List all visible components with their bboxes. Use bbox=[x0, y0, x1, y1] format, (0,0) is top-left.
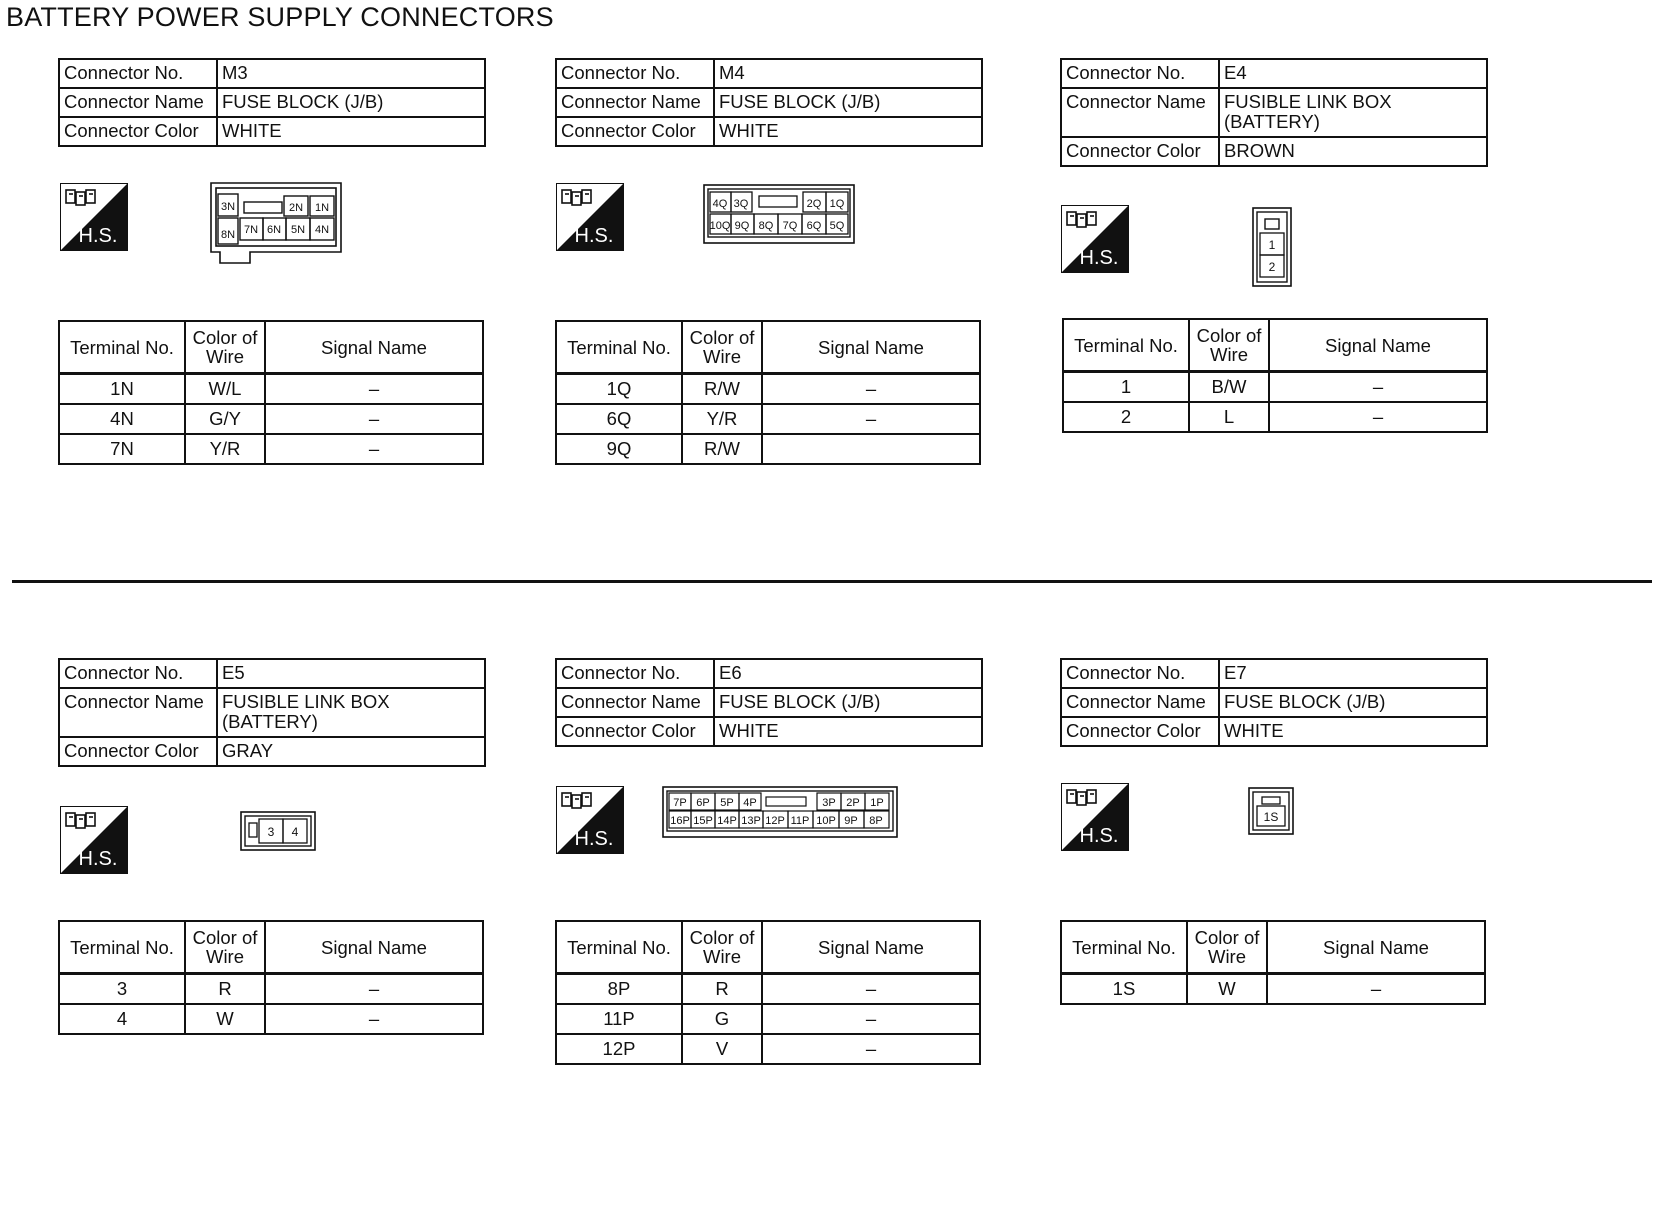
connector-color-label: Connector Color bbox=[556, 717, 714, 746]
connector-info-table bbox=[555, 58, 983, 147]
terminal-no-header: Terminal No. bbox=[556, 921, 682, 974]
terminal-no-cell: 6Q bbox=[556, 404, 682, 434]
connector-no-value: E4 bbox=[1219, 59, 1487, 88]
hs-icon bbox=[60, 183, 128, 251]
hs-icon bbox=[1061, 783, 1129, 851]
signal-name-header: Signal Name bbox=[265, 321, 483, 374]
connector-color-value: GRAY bbox=[217, 737, 485, 766]
connector-name-value: FUSE BLOCK (J/B) bbox=[714, 88, 982, 117]
pin-label: 5P bbox=[720, 797, 734, 809]
terminal-no-cell: 1S bbox=[1061, 974, 1187, 1005]
signal-name-cell: – bbox=[762, 974, 980, 1005]
pin-label: 16P bbox=[670, 815, 690, 827]
connector-info-table bbox=[58, 658, 486, 767]
connector-color-label: Connector Color bbox=[1061, 137, 1219, 166]
hs-icon bbox=[556, 786, 624, 854]
hs-label: H.S. bbox=[78, 225, 118, 247]
connector-face-e5 bbox=[240, 811, 316, 851]
hs-label: H.S. bbox=[574, 828, 614, 850]
signal-name-cell: – bbox=[762, 404, 980, 434]
wire-color-cell: W bbox=[185, 1004, 265, 1034]
pin-label: 3Q bbox=[733, 198, 749, 210]
wire-color-cell: Y/R bbox=[185, 434, 265, 464]
signal-name-header: Signal Name bbox=[762, 321, 980, 374]
pin-label: 4N bbox=[314, 224, 330, 236]
hs-label: H.S. bbox=[1079, 247, 1119, 269]
table-row bbox=[59, 374, 483, 405]
wire-color-cell: G/Y bbox=[185, 404, 265, 434]
connector-no-label: Connector No. bbox=[59, 59, 217, 88]
connector-no-value: M4 bbox=[714, 59, 982, 88]
pin-label: 2P bbox=[846, 797, 860, 809]
connector-panel-e7 bbox=[1060, 658, 1500, 747]
connector-no-value: E7 bbox=[1219, 659, 1487, 688]
wire-color-cell: R bbox=[185, 974, 265, 1005]
pin-label: 7P bbox=[673, 797, 687, 809]
signal-name-cell: – bbox=[265, 1004, 483, 1034]
terminal-no-header: Terminal No. bbox=[556, 321, 682, 374]
signal-name-cell: – bbox=[762, 1004, 980, 1034]
table-row bbox=[1061, 974, 1485, 1005]
signal-name-cell: – bbox=[265, 374, 483, 405]
wire-color-cell: Y/R bbox=[682, 404, 762, 434]
connector-name-value: FUSIBLE LINK BOX (BATTERY) bbox=[1219, 88, 1487, 137]
wire-color-cell: W/L bbox=[185, 374, 265, 405]
table-row bbox=[59, 974, 483, 1005]
connector-face-e7 bbox=[1248, 787, 1294, 835]
connector-no-value: M3 bbox=[217, 59, 485, 88]
terminal-no-cell: 9Q bbox=[556, 434, 682, 464]
terminal-table-e7 bbox=[1060, 920, 1486, 1005]
pin-label: 13P bbox=[741, 815, 761, 827]
pin-label: 5Q bbox=[829, 220, 845, 232]
terminal-table-e5 bbox=[58, 920, 484, 1035]
wire-color-cell: R/W bbox=[682, 434, 762, 464]
wire-color-header: Color of Wire bbox=[682, 321, 762, 374]
pin-label: 12P bbox=[765, 815, 785, 827]
connector-color-label: Connector Color bbox=[59, 117, 217, 146]
connector-no-value: E6 bbox=[714, 659, 982, 688]
wire-color-cell: G bbox=[682, 1004, 762, 1034]
pin-label: 15P bbox=[693, 815, 713, 827]
pin-label: 10P bbox=[816, 815, 836, 827]
connector-face-e6 bbox=[662, 786, 898, 838]
pin-label: 8N bbox=[220, 229, 236, 241]
pin-label: 4 bbox=[291, 825, 299, 839]
terminal-no-cell: 8P bbox=[556, 974, 682, 1005]
terminal-no-cell: 4N bbox=[59, 404, 185, 434]
connector-name-value: FUSE BLOCK (J/B) bbox=[217, 88, 485, 117]
signal-name-cell: – bbox=[1269, 372, 1487, 403]
pin-label: 2 bbox=[1268, 260, 1276, 274]
connector-color-value: WHITE bbox=[714, 717, 982, 746]
table-row bbox=[556, 1034, 980, 1064]
connector-color-value: WHITE bbox=[714, 117, 982, 146]
signal-name-cell bbox=[762, 434, 980, 464]
pin-label: 7N bbox=[243, 224, 259, 236]
hs-icon bbox=[556, 183, 624, 251]
connector-face-e4 bbox=[1252, 207, 1292, 287]
table-row bbox=[59, 404, 483, 434]
connector-name-label: Connector Name bbox=[59, 688, 217, 737]
connector-name-value: FUSIBLE LINK BOX (BATTERY) bbox=[217, 688, 485, 737]
connector-no-label: Connector No. bbox=[556, 59, 714, 88]
terminal-no-cell: 2 bbox=[1063, 402, 1189, 432]
pin-label: 2N bbox=[288, 202, 304, 214]
hs-icon bbox=[60, 806, 128, 874]
table-row bbox=[556, 974, 980, 1005]
connector-info-table bbox=[1060, 58, 1488, 167]
hs-label: H.S. bbox=[574, 225, 614, 247]
table-row bbox=[556, 1004, 980, 1034]
connector-panel-e4 bbox=[1060, 58, 1500, 167]
connector-color-value: WHITE bbox=[217, 117, 485, 146]
connector-name-label: Connector Name bbox=[59, 88, 217, 117]
signal-name-cell: – bbox=[762, 1034, 980, 1064]
connector-panel-e5 bbox=[58, 658, 498, 767]
pin-label: 1Q bbox=[829, 198, 845, 210]
connector-panel-m3 bbox=[58, 58, 498, 147]
table-row bbox=[1063, 402, 1487, 432]
signal-name-cell: – bbox=[762, 374, 980, 405]
signal-name-cell: – bbox=[1267, 974, 1485, 1005]
wire-color-cell: B/W bbox=[1189, 372, 1269, 403]
pin-label: 2Q bbox=[806, 198, 822, 210]
wire-color-cell: L bbox=[1189, 402, 1269, 432]
pin-label: 8Q bbox=[758, 220, 774, 232]
pin-label: 4P bbox=[743, 797, 757, 809]
connector-name-value: FUSE BLOCK (J/B) bbox=[1219, 688, 1487, 717]
connector-color-value: WHITE bbox=[1219, 717, 1487, 746]
pin-label: 6Q bbox=[806, 220, 822, 232]
terminal-no-cell: 12P bbox=[556, 1034, 682, 1064]
connector-no-label: Connector No. bbox=[1061, 659, 1219, 688]
table-row bbox=[59, 434, 483, 464]
wire-color-cell: R/W bbox=[682, 374, 762, 405]
pin-label: 3N bbox=[220, 201, 236, 213]
connector-no-value: E5 bbox=[217, 659, 485, 688]
connector-info-table bbox=[555, 658, 983, 747]
table-row bbox=[556, 404, 980, 434]
wire-color-cell: R bbox=[682, 974, 762, 1005]
terminal-no-cell: 3 bbox=[59, 974, 185, 1005]
connector-face-m4 bbox=[703, 184, 855, 244]
pin-label: 1P bbox=[870, 797, 884, 809]
signal-name-header: Signal Name bbox=[762, 921, 980, 974]
connector-no-label: Connector No. bbox=[556, 659, 714, 688]
connector-info-table bbox=[1060, 658, 1488, 747]
signal-name-header: Signal Name bbox=[1267, 921, 1485, 974]
terminal-table-m4 bbox=[555, 320, 981, 465]
signal-name-cell: – bbox=[265, 974, 483, 1005]
wire-color-header: Color of Wire bbox=[185, 921, 265, 974]
pin-label: 4Q bbox=[712, 198, 728, 210]
table-row bbox=[1063, 372, 1487, 403]
wire-color-cell: W bbox=[1187, 974, 1267, 1005]
pin-label: 10Q bbox=[709, 220, 731, 232]
pin-label: 11P bbox=[790, 815, 810, 827]
wire-color-header: Color of Wire bbox=[682, 921, 762, 974]
table-row bbox=[59, 1004, 483, 1034]
terminal-no-cell: 11P bbox=[556, 1004, 682, 1034]
pin-label: 3 bbox=[267, 825, 275, 839]
hs-label: H.S. bbox=[1079, 825, 1119, 847]
pin-label: 1S bbox=[1263, 810, 1279, 824]
connector-info-table bbox=[58, 58, 486, 147]
pin-label: 14P bbox=[717, 815, 737, 827]
signal-name-cell: – bbox=[265, 434, 483, 464]
connector-name-value: FUSE BLOCK (J/B) bbox=[714, 688, 982, 717]
terminal-no-cell: 1Q bbox=[556, 374, 682, 405]
connector-color-label: Connector Color bbox=[556, 117, 714, 146]
pin-label: 7Q bbox=[782, 220, 798, 232]
pin-label: 1N bbox=[314, 202, 330, 214]
terminal-no-header: Terminal No. bbox=[1063, 319, 1189, 372]
pin-label: 9Q bbox=[734, 220, 750, 232]
connector-color-value: BROWN bbox=[1219, 137, 1487, 166]
wire-color-header: Color of Wire bbox=[1187, 921, 1267, 974]
pin-label: 8P bbox=[869, 815, 883, 827]
hs-label: H.S. bbox=[78, 848, 118, 870]
page-title: BATTERY POWER SUPPLY CONNECTORS bbox=[6, 2, 554, 32]
pin-label: 1 bbox=[1268, 238, 1276, 252]
connector-name-label: Connector Name bbox=[556, 88, 714, 117]
wire-color-header: Color of Wire bbox=[1189, 319, 1269, 372]
pin-label: 6P bbox=[696, 797, 710, 809]
terminal-no-cell: 1N bbox=[59, 374, 185, 405]
terminal-no-cell: 1 bbox=[1063, 372, 1189, 403]
pin-label: 9P bbox=[844, 815, 858, 827]
section-divider bbox=[12, 580, 1652, 583]
signal-name-header: Signal Name bbox=[1269, 319, 1487, 372]
pin-label: 6N bbox=[266, 224, 282, 236]
signal-name-cell: – bbox=[265, 404, 483, 434]
signal-name-cell: – bbox=[1269, 402, 1487, 432]
pin-label: 5N bbox=[290, 224, 306, 236]
terminal-table-e6 bbox=[555, 920, 981, 1065]
connector-panel-e6 bbox=[555, 658, 995, 747]
table-row bbox=[556, 434, 980, 464]
terminal-no-header: Terminal No. bbox=[59, 321, 185, 374]
terminal-no-header: Terminal No. bbox=[1061, 921, 1187, 974]
terminal-no-cell: 7N bbox=[59, 434, 185, 464]
connector-no-label: Connector No. bbox=[1061, 59, 1219, 88]
connector-color-label: Connector Color bbox=[1061, 717, 1219, 746]
connector-face-m3 bbox=[210, 182, 342, 264]
terminal-no-header: Terminal No. bbox=[59, 921, 185, 974]
wire-color-header: Color of Wire bbox=[185, 321, 265, 374]
table-row bbox=[556, 374, 980, 405]
wire-color-cell: V bbox=[682, 1034, 762, 1064]
terminal-table-e4 bbox=[1062, 318, 1488, 433]
connector-panel-m4 bbox=[555, 58, 995, 147]
connector-name-label: Connector Name bbox=[1061, 688, 1219, 717]
connector-name-label: Connector Name bbox=[1061, 88, 1219, 137]
connector-name-label: Connector Name bbox=[556, 688, 714, 717]
signal-name-header: Signal Name bbox=[265, 921, 483, 974]
connector-color-label: Connector Color bbox=[59, 737, 217, 766]
hs-icon bbox=[1061, 205, 1129, 273]
terminal-no-cell: 4 bbox=[59, 1004, 185, 1034]
terminal-table-m3 bbox=[58, 320, 484, 465]
pin-label: 3P bbox=[822, 797, 836, 809]
connector-no-label: Connector No. bbox=[59, 659, 217, 688]
